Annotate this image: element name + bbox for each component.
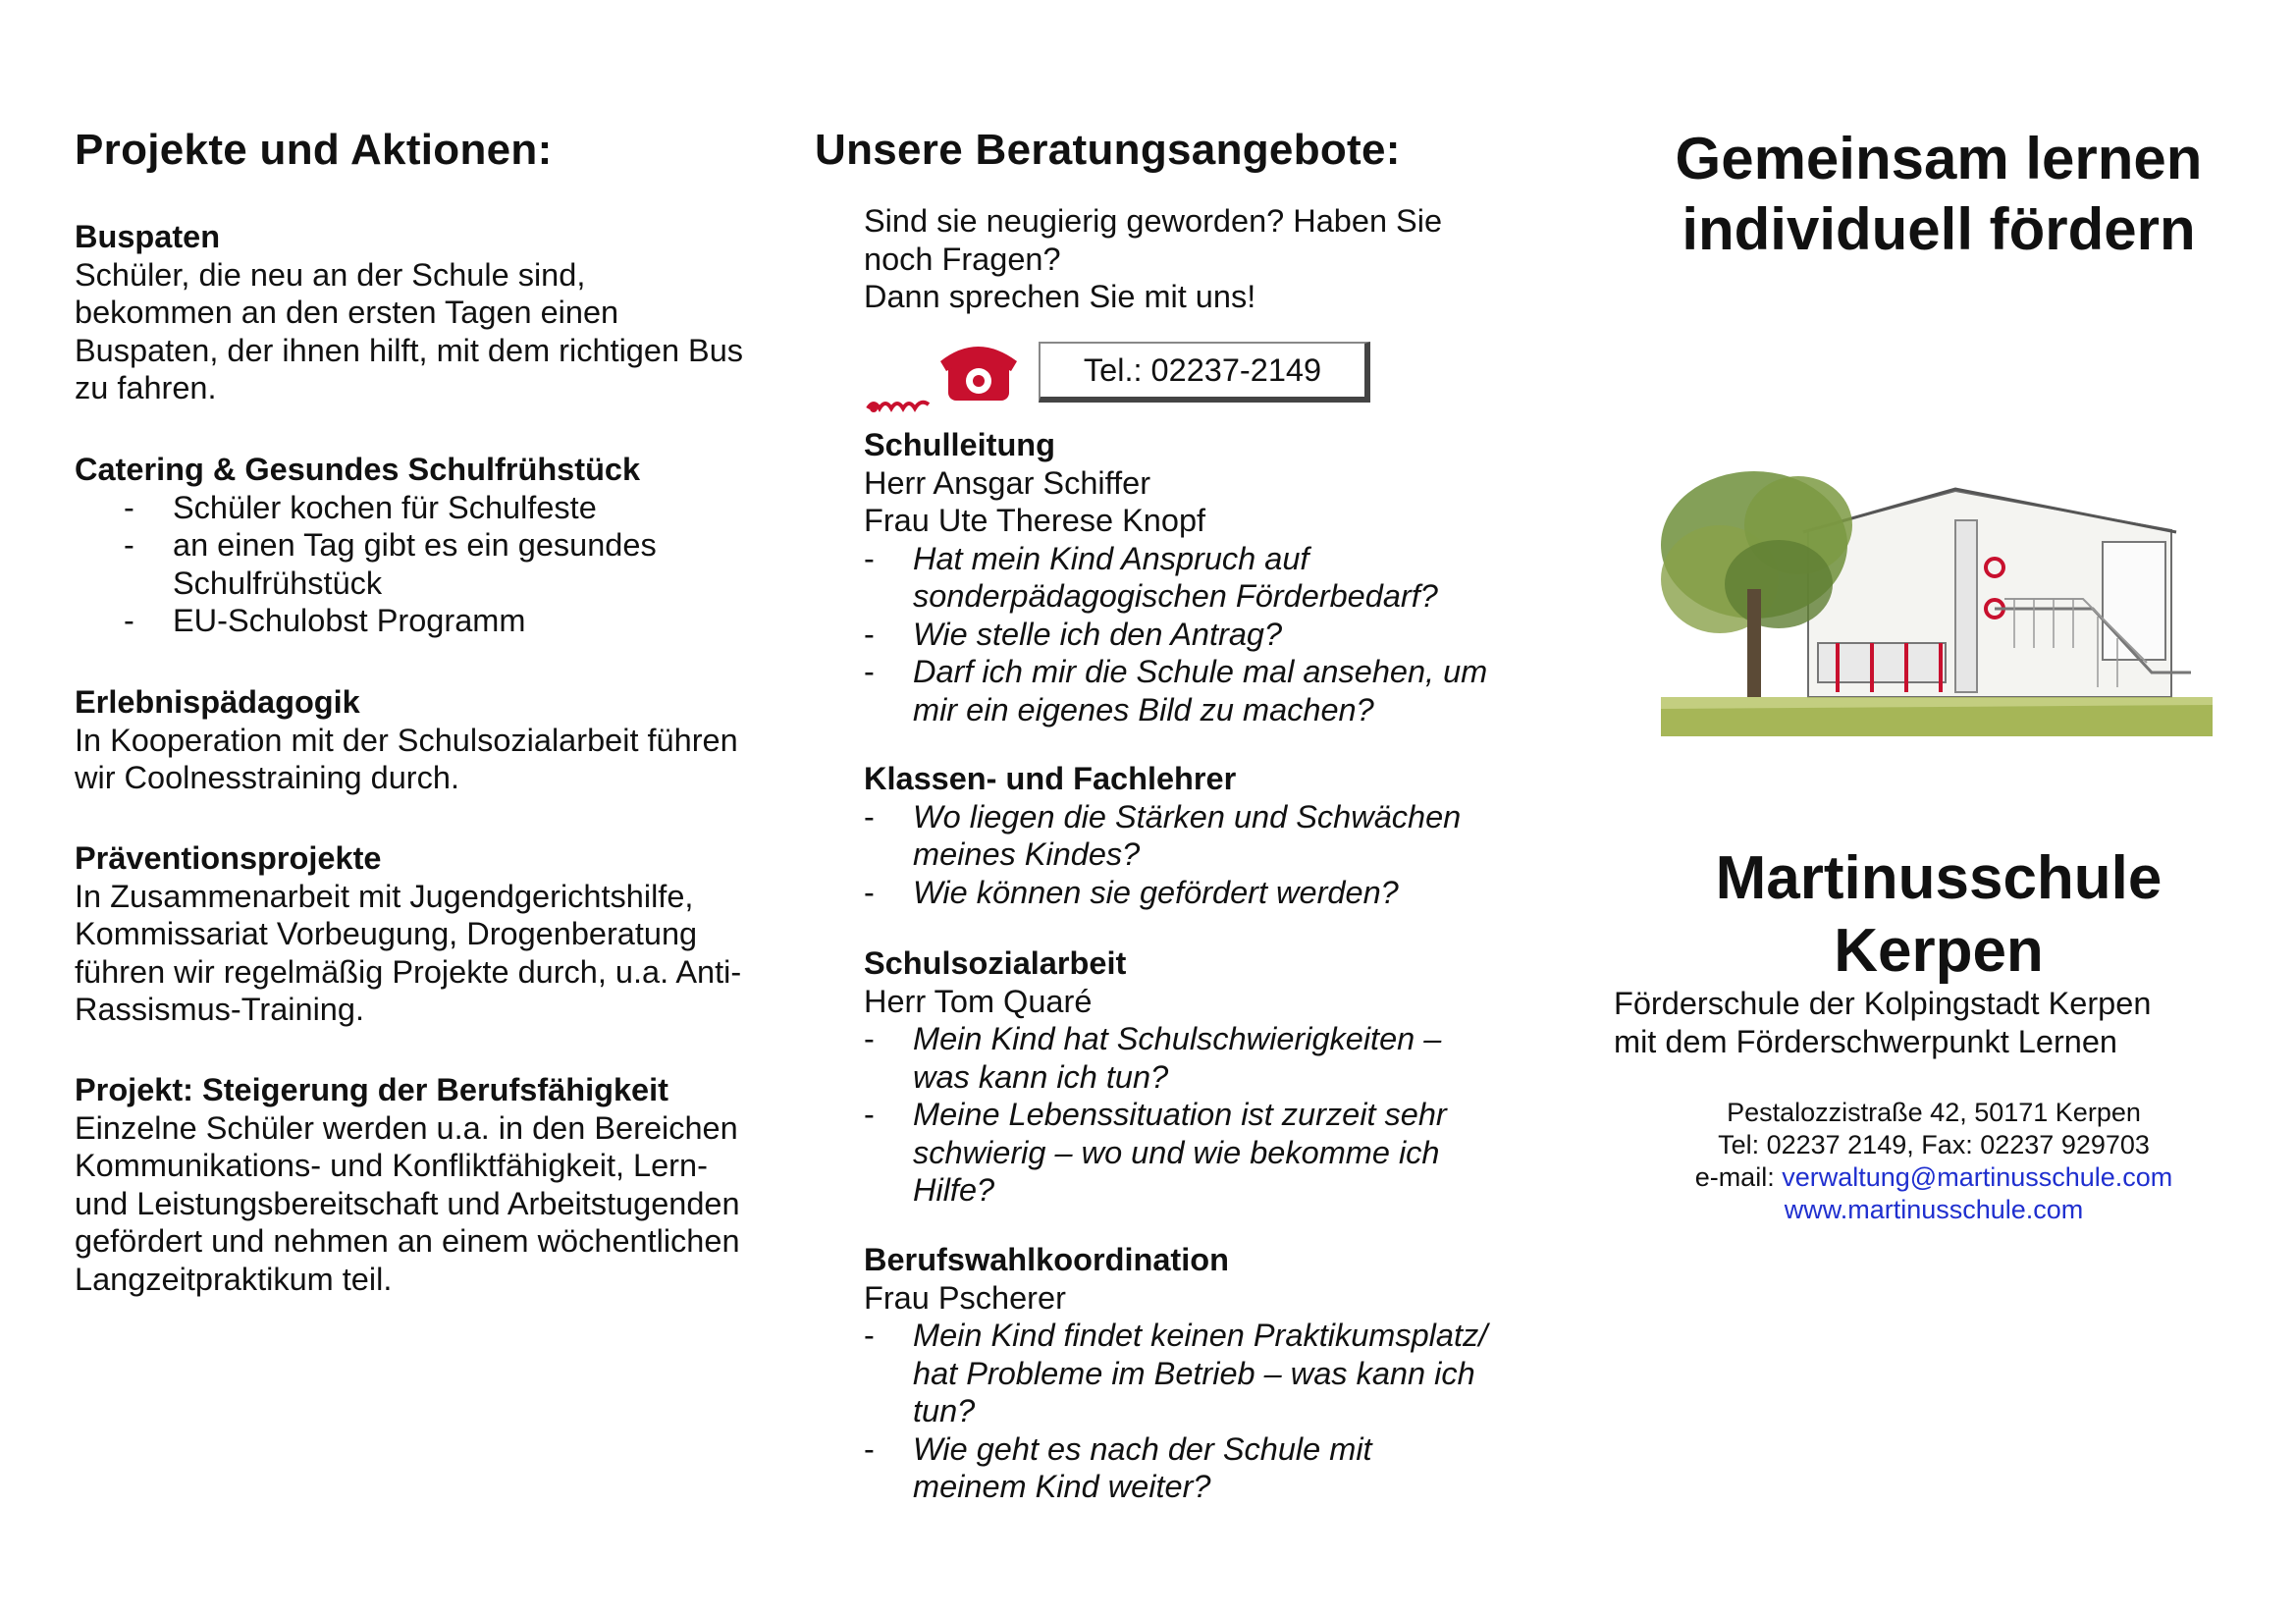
beruf-line: Einzelne Schüler werden u.a. in den Bereichen <box>75 1109 738 1146</box>
berufswahl-title: Berufswahlkoordination <box>864 1242 1229 1277</box>
berufswahl-section <box>864 1241 1541 1506</box>
buspaten-line: Buspaten, der ihnen hilft, mit dem richtigen Bus <box>75 332 744 368</box>
subtitle-line: mit dem Förderschwerpunkt Lernen <box>1614 1023 2118 1059</box>
beruf-line: Langzeitpraktikum teil. <box>75 1261 393 1297</box>
list-item: - Wo liegen die Stärken und Schwächen meines Kindes? <box>864 798 1462 872</box>
praevention-line: führen wir regelmäßig Projekte durch, u.a. Anti- <box>75 953 742 990</box>
contact-name: Herr Ansgar Schiffer <box>864 464 1151 501</box>
catering-list <box>75 489 657 640</box>
erlebnis-line: In Kooperation mit der Schulsozialarbeit führen <box>75 722 738 758</box>
beruf-title: Projekt: Steigerung der Berufsfähigkeit <box>75 1072 668 1107</box>
list-item: - Meine Lebenssituation ist zurzeit sehr schwierig – wo und wie bekomme ich Hilfe? <box>864 1097 1447 1208</box>
email-label: e-mail: <box>1694 1162 1775 1192</box>
praevention-section <box>75 839 741 1029</box>
question-list <box>864 798 1541 912</box>
list-item: - Mein Kind findet keinen Praktikumsplatz/ hat Probleme im Betrieb – was kann ich tun? <box>864 1318 1488 1428</box>
intro-line: Sind sie neugierig geworden? Haben Sie <box>864 203 1443 239</box>
contact-name: Herr Tom Quaré <box>864 983 1093 1019</box>
buspaten-line: Schüler, die neu an der Schule sind, <box>75 256 586 293</box>
slogan <box>1590 124 2287 265</box>
lehrer-section <box>864 760 1541 911</box>
erlebnis-line: wir Coolnesstraining durch. <box>75 760 459 795</box>
sozial-title: Schulsozialarbeit <box>864 945 1127 981</box>
schulleitung-title: Schulleitung <box>864 427 1055 462</box>
schulleitung-section <box>864 426 1541 728</box>
list-item: - Wie geht es nach der Schule mit meinem Kind weiter? <box>864 1430 1372 1504</box>
erlebnis-section <box>75 683 738 797</box>
buspaten-title: Buspaten <box>75 219 221 254</box>
sozial-section <box>864 944 1541 1210</box>
praevention-line: Rassismus-Training. <box>75 992 364 1027</box>
list-item: - Wie können sie gefördert werden? <box>864 874 1399 910</box>
question-list <box>864 1020 1541 1210</box>
buspaten-line: bekommen an den ersten Tagen einen <box>75 295 619 330</box>
erlebnis-title: Erlebnispädagogik <box>75 684 360 720</box>
list-item: - Darf ich mir die Schule mal ansehen, um mir ein eigenes Bild zu machen? <box>864 654 1488 727</box>
catering-section <box>75 451 657 640</box>
email-row <box>1610 1161 2258 1194</box>
list-item: - Mein Kind hat Schulschwierigkeiten – was kann ich tun? <box>864 1021 1442 1095</box>
contact-info <box>1610 1097 2258 1226</box>
beruf-section <box>75 1071 740 1298</box>
subtitle-line: Förderschule der Kolpingstadt Kerpen <box>1614 986 2152 1021</box>
list-item: - Schüler kochen für Schulfeste <box>124 489 597 525</box>
contact-name: Frau Pscherer <box>864 1279 1066 1316</box>
address: Pestalozzistraße 42, 50171 Kerpen <box>1727 1098 2141 1127</box>
beruf-line: gefördert und nehmen an einem wöchentlichen <box>75 1223 740 1259</box>
question-list <box>864 540 1541 729</box>
school-subtitle <box>1614 985 2287 1060</box>
praevention-line: Kommissariat Vorbeugung, Drogenberatung <box>75 916 698 951</box>
question-list <box>864 1317 1541 1506</box>
praevention-title: Präventionsprojekte <box>75 840 382 876</box>
beruf-line: und Leistungsbereitschaft und Arbeitstugenden <box>75 1185 740 1221</box>
lehrer-title: Klassen- und Fachlehrer <box>864 761 1237 796</box>
telephone-icon <box>864 332 1021 420</box>
school-building-illustration <box>1661 452 2213 736</box>
praevention-line: In Zusammenarbeit mit Jugendgerichtshilfe, <box>75 878 694 914</box>
phone-number-box[interactable]: Tel.: 02237-2149 <box>1039 342 1370 403</box>
beruf-line: Kommunikations- und Konfliktfähigkeit, Lern- <box>75 1148 708 1183</box>
buspaten-line: zu fahren. <box>75 370 217 405</box>
phone-row <box>864 332 1414 420</box>
intro-line: Dann sprechen Sie mit uns! <box>864 279 1256 314</box>
email-link[interactable]: verwaltung@martinusschule.com <box>1782 1162 2173 1192</box>
list-item: - an einen Tag gibt es ein gesundes Schulfrühstück <box>124 527 657 601</box>
projects-heading: Projekte und Aktionen: <box>75 126 553 174</box>
intro-line: noch Fragen? <box>864 241 1061 277</box>
school-name-line: Kerpen <box>1834 917 2044 985</box>
slogan-line: Gemeinsam lernen <box>1675 126 2203 191</box>
counselling-heading: Unsere Beratungsangebote: <box>815 126 1401 174</box>
school-name-line: Martinusschule <box>1715 844 2163 912</box>
slogan-line: individuell fördern <box>1682 196 2196 262</box>
website-link[interactable]: www.martinusschule.com <box>1784 1195 2084 1224</box>
school-name <box>1590 842 2287 988</box>
list-item: - Hat mein Kind Anspruch auf sonderpädagogischen Förderbedarf? <box>864 540 1438 614</box>
buspaten-section <box>75 218 743 407</box>
intro-text <box>864 202 1442 316</box>
list-item: - EU-Schulobst Programm <box>124 603 526 638</box>
list-item: - Wie stelle ich den Antrag? <box>864 616 1283 652</box>
contact-name: Frau Ute Therese Knopf <box>864 503 1206 538</box>
catering-title: Catering & Gesundes Schulfrühstück <box>75 452 641 487</box>
tel-fax: Tel: 02237 2149, Fax: 02237 929703 <box>1718 1130 2150 1159</box>
